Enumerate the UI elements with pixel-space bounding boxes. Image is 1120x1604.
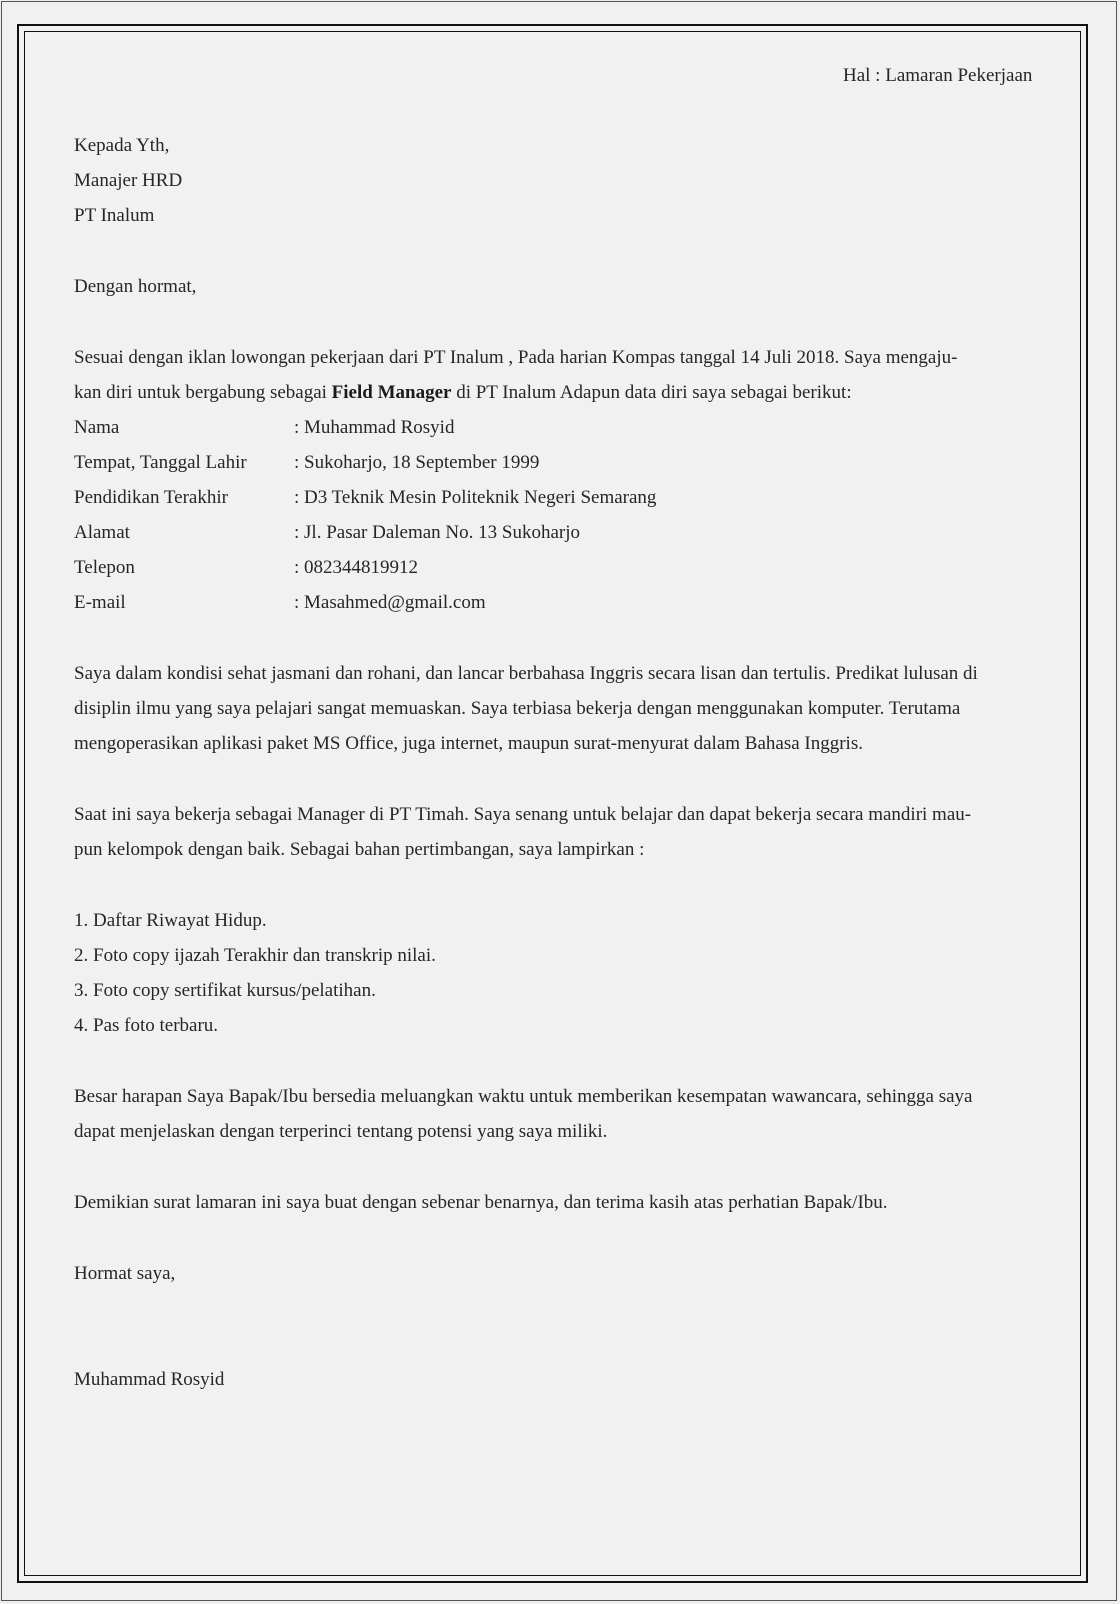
paragraph-2-line-3: mengoperasikan aplikasi paket MS Office, juga internet, maupun surat-menyurat dalam Bahasa Inggris. xyxy=(74,733,863,754)
paragraph-2-line-2: disiplin ilmu yang saya pelajari sangat memuaskan. Saya terbiasa bekerja dengan menggunakan komputer. Terutama xyxy=(74,698,961,719)
recipient-line-3: PT Inalum xyxy=(74,205,155,226)
data-value-telepon: : 082344819912 xyxy=(294,557,419,578)
paragraph-3-line-2: pun kelompok dengan baik. Sebagai bahan pertimbangan, saya lampirkan : xyxy=(74,839,645,860)
attachment-item-1: 1. Daftar Riwayat Hidup. xyxy=(74,910,267,931)
data-value-nama: : Muhammad Rosyid xyxy=(294,417,455,438)
paragraph-2-line-1: Saya dalam kondisi sehat jasmani dan rohani, dan lancar berbahasa Inggris secara lisan dan tertulis. Predikat lulusan di xyxy=(74,663,978,684)
data-value-pendidikan: : D3 Teknik Mesin Politeknik Negeri Semarang xyxy=(294,487,657,508)
attachment-item-4: 4. Pas foto terbaru. xyxy=(74,1015,219,1036)
paragraph-3-line-1: Saat ini saya bekerja sebagai Manager di PT Timah. Saya senang untuk belajar dan dapat bekerja secara mandiri mau- xyxy=(74,804,972,825)
data-value-ttl: : Sukoharjo, 18 September 1999 xyxy=(294,452,540,473)
data-label-ttl: Tempat, Tanggal Lahir xyxy=(74,452,247,473)
intro-line-2-pre: kan diri untuk bergabung sebagai xyxy=(74,382,332,403)
data-value-email: : Masahmed@gmail.com xyxy=(294,592,486,613)
closing-paragraph: Demikian surat lamaran ini saya buat dengan sebenar benarnya, dan terima kasih atas perhatian Bapak/Ibu. xyxy=(74,1192,888,1213)
recipient-line-2: Manajer HRD xyxy=(74,170,183,191)
data-label-pendidikan: Pendidikan Terakhir xyxy=(74,487,228,508)
intro-line-2 xyxy=(74,382,852,404)
attachment-item-3: 3. Foto copy sertifikat kursus/pelatihan. xyxy=(74,980,376,1001)
data-label-email: E-mail xyxy=(74,592,126,613)
subject-line: Hal : Lamaran Pekerjaan xyxy=(843,65,1033,86)
attachment-item-2: 2. Foto copy ijazah Terakhir dan transkrip nilai. xyxy=(74,945,436,966)
data-label-telepon: Telepon xyxy=(74,557,135,578)
closing-greeting: Hormat saya, xyxy=(74,1263,176,1284)
paragraph-4-line-2: dapat menjelaskan dengan terperinci tentang potensi yang saya miliki. xyxy=(74,1121,608,1142)
intro-line-2-post: di PT Inalum Adapun data diri saya sebagai berikut: xyxy=(451,382,852,403)
data-value-alamat: : Jl. Pasar Daleman No. 13 Sukoharjo xyxy=(294,522,581,543)
data-label-nama: Nama xyxy=(74,417,120,438)
salutation: Dengan hormat, xyxy=(74,276,197,297)
paragraph-4-line-1: Besar harapan Saya Bapak/Ibu bersedia meluangkan waktu untuk memberikan kesempatan wawancara, sehingga saya xyxy=(74,1086,973,1107)
recipient-line-1: Kepada Yth, xyxy=(74,135,170,156)
data-label-alamat: Alamat xyxy=(74,522,130,543)
signature-name: Muhammad Rosyid xyxy=(74,1369,225,1390)
intro-line-1: Sesuai dengan iklan lowongan pekerjaan dari PT Inalum , Pada harian Kompas tanggal 14 Juli 2018. Saya mengaju- xyxy=(74,347,958,368)
position-name: Field Manager xyxy=(331,382,452,403)
